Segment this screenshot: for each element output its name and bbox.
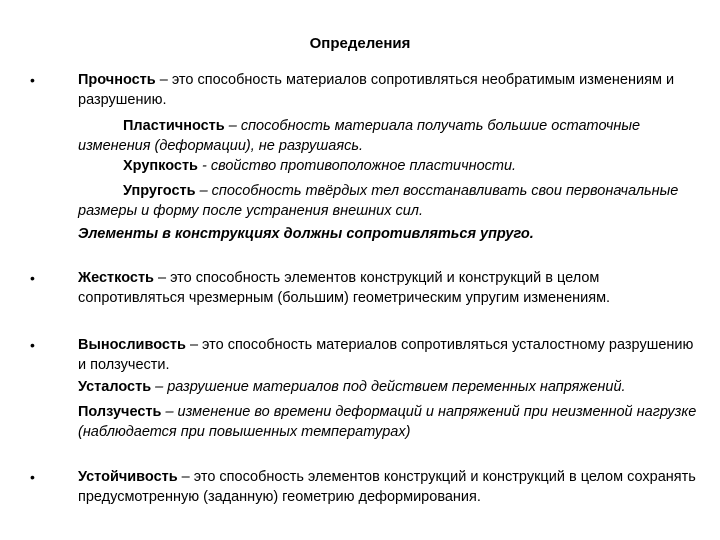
term-plasticity: Пластичность [123,118,225,134]
definition-fatigue [78,377,698,397]
definition-brittleness [78,156,698,176]
design-note: Элементы в конструкциях должны сопротивляться упруго. [78,226,534,242]
text-creep: – изменение во времени деформаций и напряжений при неизменной нагрузке (наблюдается при повышенных температурах) [78,404,697,440]
definition-creep [78,402,698,442]
text-endurance: – это способность материалов сопротивляться усталостному разрушению и ползучести. [78,337,694,373]
term-stability: Устойчивость [78,469,178,485]
text-plasticity: – способность материала получать большие остаточные изменения (деформации), не разрушаясь. [78,118,641,154]
definition-elasticity [78,181,698,221]
definition-plasticity [78,116,698,156]
text-fatigue: – разрушение материалов под действием переменных напряжений. [151,379,626,395]
text-stability: – это способность элементов конструкций и конструкций в целом сохранять предусмотренную (заданную) геометрию деформирования. [78,469,696,505]
page-title: Определения [309,35,411,52]
bullet-marker: • [30,469,35,485]
term-strength: Прочность [78,72,156,88]
definition-strength [78,70,698,110]
text-brittleness: - свойство противоположное пластичности. [197,158,517,174]
definition-endurance [78,335,698,375]
term-stiffness: Жесткость [78,270,154,286]
text-stiffness: – это способность элементов конструкций и конструкций в целом сопротивляться чрезмерным (большим) геометрическим упругим изменениям. [78,270,611,306]
term-brittleness: Хрупкость [123,158,198,174]
definition-stiffness [78,268,698,308]
text-elasticity: – способность твёрдых тел восстанавливать свои первоначальные размеры и форму после устранения внешних сил. [78,183,679,219]
term-endurance: Выносливость [78,337,186,353]
bullet-marker: • [30,337,35,353]
text-strength: – это способность материалов сопротивляться необратимым изменениям и разрушению. [78,72,675,108]
bullet-marker: • [30,72,35,88]
definition-stability [78,467,698,507]
term-creep: Ползучесть [78,404,162,420]
bullet-marker: • [30,270,35,286]
term-fatigue: Усталость [78,379,152,395]
term-elasticity: Упругость [123,183,196,199]
